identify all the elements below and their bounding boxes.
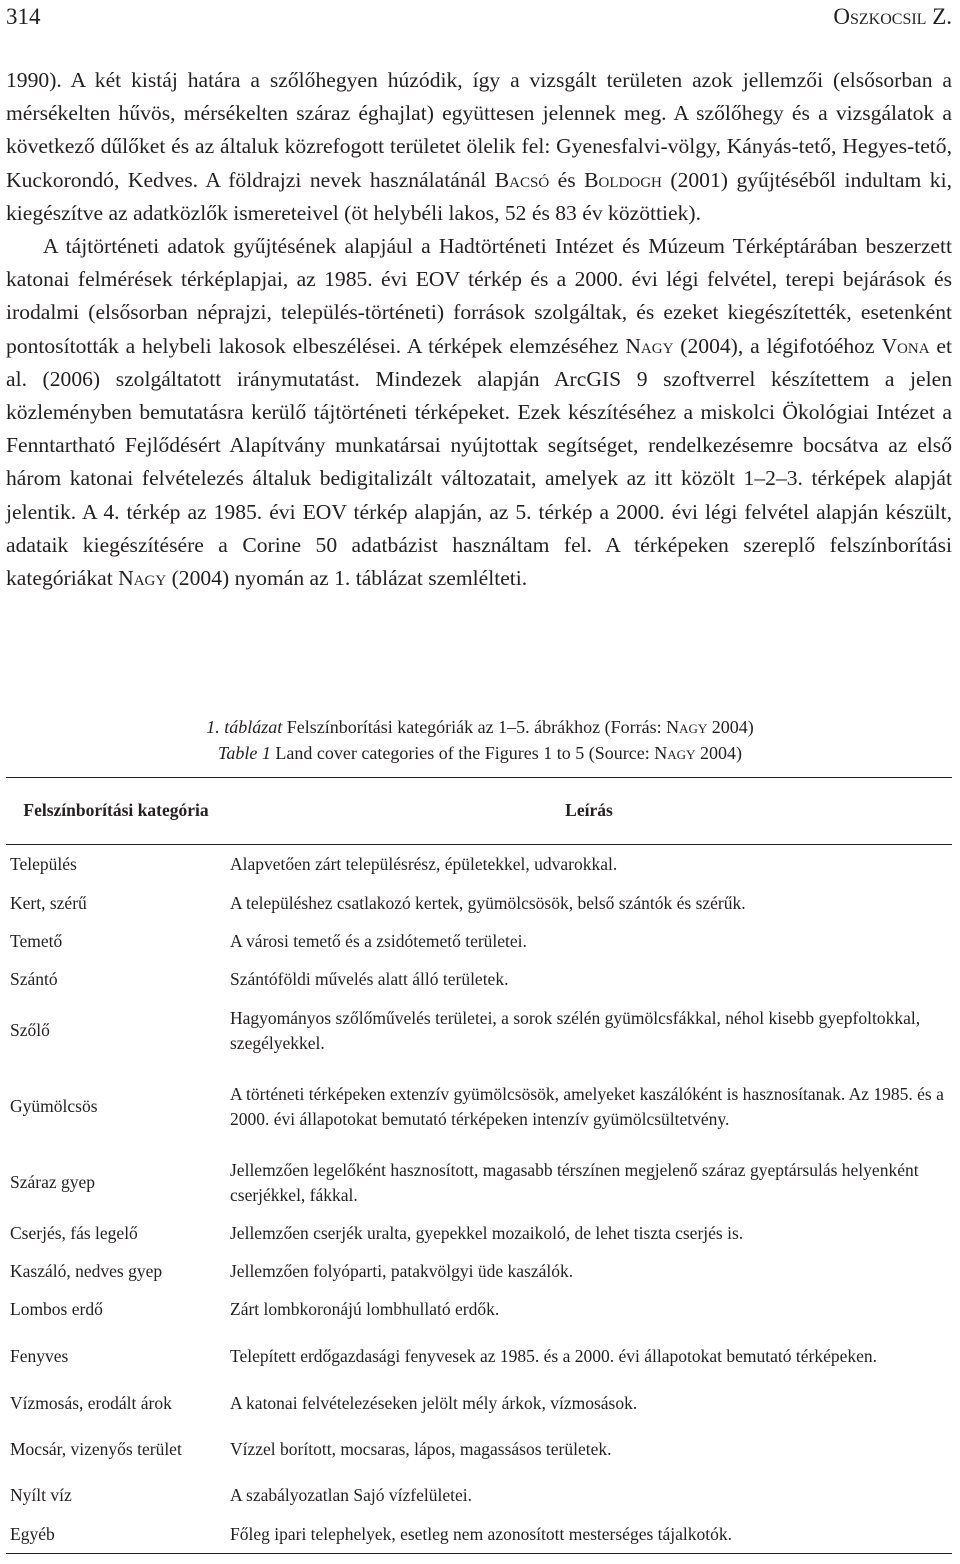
table-row	[6, 1385, 952, 1423]
table-row	[6, 1516, 952, 1554]
caption-label: Table 1	[218, 743, 271, 763]
category-cell: Vízmosás, erodált árok	[10, 1392, 172, 1413]
category-cell: Egyéb	[6, 1516, 226, 1554]
category-cell: Temető	[10, 930, 63, 951]
caption-text: 2004)	[695, 743, 742, 763]
land-cover-table	[6, 777, 952, 1554]
table-row	[6, 1063, 952, 1152]
description-cell: A településhez csatlakozó kertek, gyümölcsösök, belső szántók és szérűk.	[230, 892, 746, 913]
text-run: és	[549, 167, 585, 192]
text-run: et al. (2006) szolgáltatott iránymutatást. Mindezek alapján ArcGIS 9 szoftverrel készítettem a jelen közleményben bemutatásra kerülő tájtörténeti térképeket. Ezek készítéséhez a miskolci Ökológiai Intézet a Fenntartható Fejlődésért Alapítvány munkatársai nyújtottak segítséget, rendelkezésemre bocsátva az első három katonai felvételezés általuk bedigitalizált változatait, amelyek az itt közölt 1–2–3. térképek alapját jelentik. A 4. térkép az 1985. évi EOV térkép alapján, az 5. térkép a 2000. évi légi felvétel alapján készült, adataik kiegészítésére a Corine 50 adatbázist használtam fel. A térképeken szereplő felszínborítási kategóriákat	[6, 333, 953, 591]
category-cell: Mocsár, vizenyős terület	[10, 1438, 182, 1459]
description-cell: Vízzel borított, mocsaras, lápos, magassásos területek.	[230, 1438, 612, 1459]
text-run: (2001) gyűjtéséből indultam ki, kiegészítve az adatközlők ismereteivel (öt helybéli lakos, 52 és 83 év közöttiek).	[6, 167, 952, 225]
table-header-row	[6, 778, 952, 845]
author-nagy: Nagy	[625, 333, 674, 358]
description-cell: A városi temető és a zsidótemető területei.	[230, 930, 527, 951]
table-row	[6, 1254, 952, 1291]
caption-author: Nagy	[654, 743, 696, 763]
description-cell: A katonai felvételezéseken jelölt mély árkok, vízmosások.	[230, 1392, 638, 1413]
table-row	[6, 1291, 952, 1330]
description-cell: A szabályozatlan Sajó vízfelületei.	[230, 1485, 472, 1506]
table-row	[6, 1423, 952, 1477]
category-cell: Település	[10, 854, 77, 874]
page-number: 314	[6, 4, 41, 29]
text-run: (2004) nyomán az 1. táblázat szemlélteti.	[166, 566, 528, 591]
table-row	[6, 961, 952, 1000]
caption-author: Nagy	[666, 717, 708, 737]
body-text	[6, 64, 952, 595]
category-cell: Gyümölcsös	[10, 1096, 98, 1117]
author-boldogh: Boldogh	[584, 167, 662, 192]
author-vona: Vona	[881, 333, 930, 358]
author-bacso: Bacsó	[494, 167, 550, 192]
paragraph-1	[6, 64, 952, 230]
caption-english	[0, 740, 960, 766]
table-row	[6, 885, 952, 923]
description-cell: Főleg ipari telephelyek, esetleg nem azonosított mesterséges tájalkotók.	[226, 1516, 952, 1554]
category-cell: Kert, szérű	[10, 892, 87, 913]
table-row	[6, 1152, 952, 1215]
description-cell: Szántóföldi művelés alatt álló területek.	[230, 969, 509, 990]
description-cell: Jellemzően cserjék uralta, gyepekkel mozaikoló, de lehet tiszta cserjés is.	[230, 1223, 744, 1244]
description-cell: Telepített erdőgazdasági fenyvesek az 1985. és a 2000. évi állapotokat bemutató térképeken.	[230, 1346, 877, 1367]
description-cell: Hagyományos szőlőművelés területei, a sorok szélén gyümölcsfákkal, néhol kisebb gyepfoltokkal, szegélyekkel.	[230, 1007, 921, 1053]
category-cell: Szántó	[10, 969, 58, 990]
table-row	[6, 1215, 952, 1254]
description-cell: Jellemzően legelőként hasznosított, magasabb térszínen megjelenő száraz gyeptársulás helyenként cserjékkel, fákkal.	[230, 1159, 919, 1205]
text-run: (2004), a légifotóéhoz	[673, 333, 882, 358]
description-cell: Zárt lombkoronájú lombhullató erdők.	[230, 1299, 500, 1320]
description-cell: Alapvetően zárt településrész, épületekkel, udvarokkal.	[230, 854, 618, 874]
table-body	[6, 845, 952, 1554]
table-row	[6, 1330, 952, 1385]
table-row	[6, 1477, 952, 1516]
column-header-category: Felszínborítási kategória	[6, 778, 226, 845]
table-caption	[0, 714, 960, 766]
category-cell: Lombos erdő	[10, 1299, 103, 1320]
caption-text: 2004)	[707, 717, 754, 737]
category-cell: Fenyves	[10, 1346, 69, 1367]
text-run: 1990). A két kistáj határa a szőlőhegyen húzódik, így a vizsgált területen azok jellemzői (elsősorban a mérsékelten hűvös, mérsékelten száraz éghajlat) együttesen jelennek meg. A szőlőhegy és a vizsgálatok a következő dűlőket és az általuk közrefogott területet ölelik fel: Gyenesfalvi-völgy, Kányás-tető, Hegyes-tető, Kuckorondó, Kedves. A földrajzi nevek használatánál	[6, 68, 952, 192]
description-cell: A történeti térképeken extenzív gyümölcsösök, amelyeket kaszálóként is hasznosítanak. Az 1985. és a 2000. évi állapotokat bemutató térképeken intenzív gyümölcsültetvény.	[230, 1083, 944, 1129]
author-nagy: Nagy	[118, 566, 167, 591]
category-cell: Nyílt víz	[10, 1485, 72, 1506]
caption-text: Land cover categories of the Figures 1 to 5 (Source:	[270, 743, 655, 763]
text-run: A tájtörténeti adatok gyűjtésének alapjául a Hadtörténeti Intézet és Múzeum Térképtárában beszerzett katonai felmérések térképlapjai, az 1985. évi EOV térkép és a 2000. évi légi felvétel, terepi bejárások és irodalmi (elsősorban néprajzi, település-történeti) források szolgáltak, és ezeket kiegészítették, esetenként pontosították a helybeli lakosok elbeszélései. A térképek elemzéséhez	[6, 234, 952, 358]
caption-label: 1. táblázat	[206, 717, 283, 737]
description-cell: Jellemzően folyóparti, patakvölgyi üde kaszálók.	[230, 1261, 574, 1282]
caption-text: Felszínborítási kategóriák az 1–5. ábrákhoz (Forrás:	[282, 717, 667, 737]
table-row	[6, 923, 952, 961]
category-cell: Cserjés, fás legelő	[10, 1223, 138, 1244]
running-head-author: Oszkocsil Z.	[833, 4, 952, 29]
page-header	[6, 4, 952, 34]
category-cell: Száraz gyep	[10, 1172, 96, 1193]
table-row	[6, 845, 952, 885]
table-row	[6, 1000, 952, 1063]
caption-hungarian	[0, 714, 960, 740]
category-cell: Szőlő	[10, 1020, 50, 1041]
paragraph-2	[6, 230, 952, 595]
category-cell: Kaszáló, nedves gyep	[10, 1261, 163, 1282]
column-header-description: Leírás	[226, 778, 952, 845]
